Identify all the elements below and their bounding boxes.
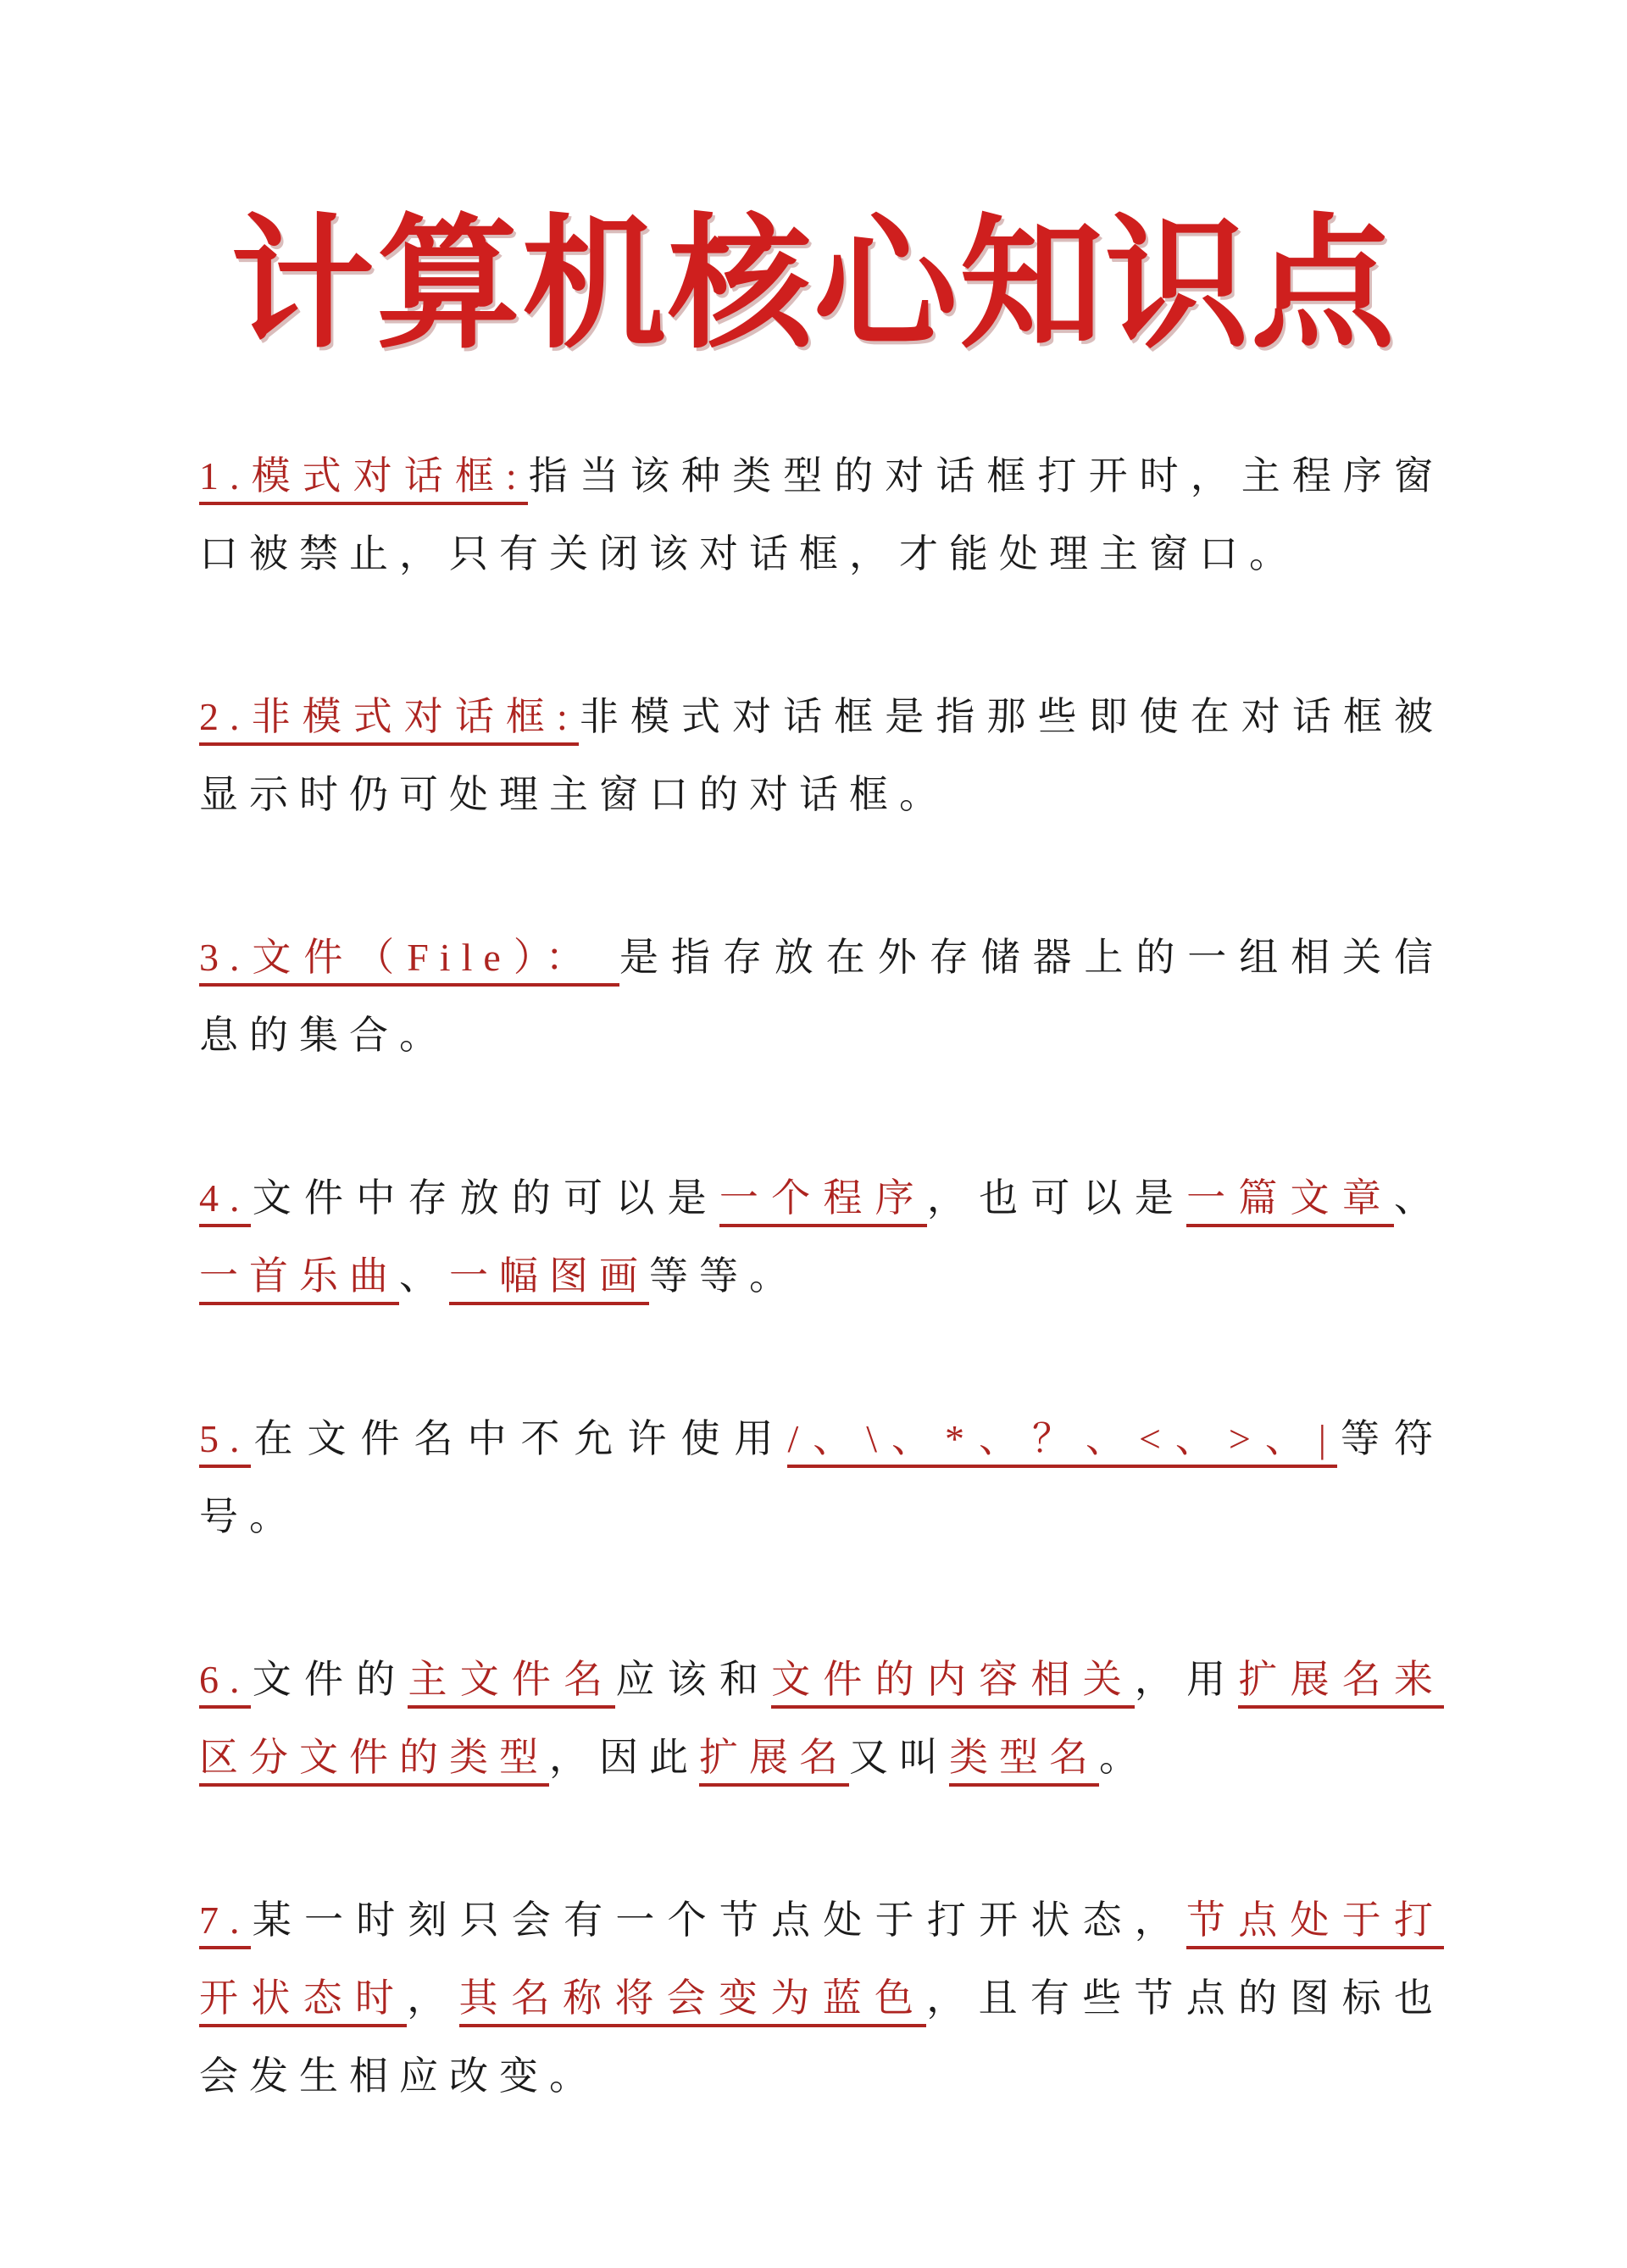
highlighted-term: 文件的内容相关 <box>771 1658 1135 1709</box>
highlighted-term: 3.文件（File）： <box>199 936 619 987</box>
body-text: 非模式对话框是指那些即使在对话框被显示时仍可处理主窗口的对话框。 <box>199 694 1445 816</box>
body-text: 等等。 <box>649 1254 799 1298</box>
highlighted-term: 5. <box>199 1417 251 1468</box>
highlighted-term: 一篇文章 <box>1186 1176 1394 1227</box>
knowledge-point-4 <box>199 1159 1444 1315</box>
body-text: ，且有些节点的图标也会发生相应改变。 <box>199 1976 1445 2098</box>
knowledge-point-3 <box>199 919 1444 1075</box>
body-text: 等符号。 <box>199 1416 1445 1538</box>
body-text: ， <box>407 1976 459 2020</box>
body-text: ，也可以是 <box>926 1176 1187 1220</box>
body-text: 某一时刻只会有一个节点处于打开状态， <box>250 1898 1187 1942</box>
highlighted-term: 1.模式对话框: <box>199 454 528 505</box>
knowledge-point-6 <box>199 1641 1444 1797</box>
highlighted-term: 其名称将会变为蓝色 <box>459 1976 927 2027</box>
highlighted-term: 扩展名来区分文件的类型 <box>199 1658 1444 1787</box>
knowledge-point-5 <box>199 1400 1444 1556</box>
body-text: 指当该种类型的对话框打开时，主程序窗口被禁止，只有关闭该对话框，才能处理主窗口。 <box>199 453 1445 575</box>
highlighted-term: 主文件名 <box>408 1658 615 1709</box>
highlighted-term: 一个程序 <box>719 1176 927 1227</box>
body-text: 又叫 <box>849 1735 949 1779</box>
knowledge-point-2 <box>199 678 1444 834</box>
highlighted-term: 一幅图画 <box>449 1254 649 1305</box>
highlighted-term: 2.非模式对话框: <box>199 695 579 746</box>
highlighted-term: 6. <box>199 1658 251 1709</box>
knowledge-point-7 <box>199 1882 1444 2115</box>
body-text: ，用 <box>1134 1657 1239 1701</box>
body-text: 文件的 <box>250 1657 408 1701</box>
body-text: 应该和 <box>615 1657 772 1701</box>
knowledge-points-list <box>0 437 1627 2268</box>
body-text: 是指存放在外存储器上的一组相关信息的集合。 <box>199 935 1445 1057</box>
body-text: 在文件名中不允许使用 <box>250 1416 788 1460</box>
knowledge-point-1 <box>199 437 1444 593</box>
body-text: 、 <box>399 1254 449 1298</box>
highlighted-term: 4. <box>199 1176 251 1227</box>
highlighted-term: 一首乐曲 <box>199 1254 399 1305</box>
body-text: ，因此 <box>549 1735 699 1779</box>
body-text: 文件中存放的可以是 <box>250 1176 719 1220</box>
page-title: 计算机核心知识点 <box>230 201 1397 369</box>
highlighted-term: 类型名 <box>949 1736 1099 1787</box>
highlighted-term: 7. <box>199 1898 251 1949</box>
highlighted-term: 节点处于打开状态时 <box>199 1898 1444 2027</box>
body-text: 、 <box>1394 1176 1445 1220</box>
highlighted-term: 扩展名 <box>699 1736 849 1787</box>
body-text: 。 <box>1099 1735 1149 1779</box>
highlighted-term: /、\、*、？、<、>、| <box>787 1417 1337 1468</box>
